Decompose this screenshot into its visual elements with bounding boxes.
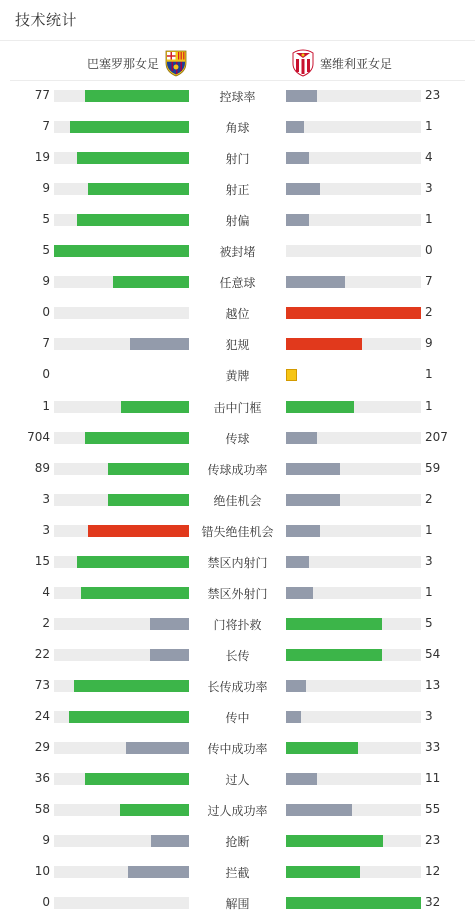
away-stat-bar-fill bbox=[286, 276, 345, 288]
away-stat-bar bbox=[286, 401, 421, 413]
away-team[interactable] bbox=[290, 48, 392, 78]
home-stat-value: 3 bbox=[42, 492, 50, 506]
away-stat-bar bbox=[286, 525, 421, 537]
stat-row bbox=[0, 583, 475, 603]
stat-label: 射正 bbox=[225, 183, 250, 197]
home-stat-bar bbox=[54, 618, 189, 630]
stat-row bbox=[0, 428, 475, 448]
away-stat-bar bbox=[286, 835, 421, 847]
home-stat-bar-fill bbox=[81, 587, 189, 599]
away-stat-bar-fill bbox=[286, 183, 320, 195]
stat-row bbox=[0, 769, 475, 789]
stat-row bbox=[0, 459, 475, 479]
away-stat-value: 2 bbox=[425, 305, 433, 319]
home-stat-bar bbox=[54, 214, 189, 226]
home-stat-bar bbox=[54, 649, 189, 661]
home-stat-value: 3 bbox=[42, 523, 50, 537]
away-stat-value: 2 bbox=[425, 492, 433, 506]
home-stat-bar bbox=[54, 494, 189, 506]
home-stat-bar bbox=[54, 866, 189, 878]
home-stat-bar-fill bbox=[54, 245, 189, 257]
away-stat-bar-fill bbox=[286, 587, 313, 599]
home-stat-bar-fill bbox=[70, 121, 189, 133]
home-stat-bar-fill bbox=[128, 866, 189, 878]
home-stat-value: 5 bbox=[42, 243, 50, 257]
away-stat-bar bbox=[286, 90, 421, 102]
stat-label: 传球 bbox=[225, 432, 250, 446]
home-stat-bar-fill bbox=[85, 432, 189, 444]
away-stat-bar bbox=[286, 897, 421, 909]
home-stat-bar-fill bbox=[88, 183, 189, 195]
away-stat-value: 12 bbox=[425, 864, 441, 878]
team-header bbox=[10, 44, 465, 81]
away-stat-bar bbox=[286, 245, 421, 257]
stat-row bbox=[0, 303, 475, 323]
yellow-card-icon bbox=[286, 369, 297, 381]
home-stat-value: 15 bbox=[34, 554, 50, 568]
away-stat-bar-fill bbox=[286, 121, 304, 133]
home-stat-bar bbox=[54, 742, 189, 754]
stat-row bbox=[0, 179, 475, 199]
home-stat-bar bbox=[54, 835, 189, 847]
stat-row bbox=[0, 831, 475, 851]
home-stat-bar-fill bbox=[108, 463, 189, 475]
home-stat-value: 7 bbox=[42, 336, 50, 350]
away-stat-value: 207 bbox=[425, 430, 448, 444]
stat-label: 传中 bbox=[225, 711, 250, 725]
stat-row bbox=[0, 614, 475, 634]
home-team-name: 巴塞罗那女足 bbox=[86, 56, 159, 71]
home-stat-bar bbox=[54, 338, 189, 350]
home-stat-value: 19 bbox=[34, 150, 50, 164]
home-stat-value: 7 bbox=[42, 119, 50, 133]
away-stat-value: 9 bbox=[425, 336, 433, 350]
stat-label: 射偏 bbox=[225, 214, 250, 228]
home-stat-bar-fill bbox=[130, 338, 189, 350]
away-stat-bar-fill bbox=[286, 525, 320, 537]
home-stat-bar bbox=[54, 245, 189, 257]
home-stat-bar bbox=[54, 773, 189, 785]
home-stat-bar bbox=[54, 152, 189, 164]
stat-row bbox=[0, 893, 475, 913]
home-stat-bar-fill bbox=[150, 618, 189, 630]
away-stat-value: 1 bbox=[425, 119, 433, 133]
home-stat-bar-fill bbox=[85, 90, 189, 102]
away-stat-bar-fill bbox=[286, 494, 340, 506]
home-stat-bar-fill bbox=[121, 401, 189, 413]
home-stat-bar bbox=[54, 525, 189, 537]
stat-label: 控球率 bbox=[219, 90, 256, 104]
away-stat-bar-fill bbox=[286, 897, 421, 909]
home-stat-value: 704 bbox=[27, 430, 50, 444]
home-stat-bar-fill bbox=[69, 711, 189, 723]
home-stat-bar-fill bbox=[85, 773, 189, 785]
stat-row bbox=[0, 210, 475, 230]
home-stat-bar bbox=[54, 711, 189, 723]
away-team-name: 塞维利亚女足 bbox=[320, 56, 393, 71]
away-stat-bar-fill bbox=[286, 711, 301, 723]
stat-row bbox=[0, 397, 475, 417]
stat-label: 黄牌 bbox=[225, 369, 250, 383]
stat-row bbox=[0, 552, 475, 572]
home-stat-bar bbox=[54, 897, 189, 909]
stat-label: 禁区外射门 bbox=[207, 587, 268, 601]
stat-row bbox=[0, 241, 475, 261]
stat-label: 过人 bbox=[225, 773, 250, 787]
home-stat-value: 73 bbox=[34, 678, 50, 692]
home-stat-bar bbox=[54, 556, 189, 568]
stat-label: 被封堵 bbox=[219, 245, 256, 259]
away-stat-bar bbox=[286, 742, 421, 754]
home-stat-bar bbox=[54, 804, 189, 816]
stat-label: 抢断 bbox=[225, 835, 250, 849]
away-stat-value: 1 bbox=[425, 212, 433, 226]
away-stat-bar bbox=[286, 556, 421, 568]
home-stat-bar-fill bbox=[150, 649, 189, 661]
stat-row bbox=[0, 148, 475, 168]
away-stat-bar bbox=[286, 711, 421, 723]
stat-label: 犯规 bbox=[225, 338, 250, 352]
home-stat-bar bbox=[54, 587, 189, 599]
home-stat-bar-fill bbox=[126, 742, 189, 754]
stat-row bbox=[0, 86, 475, 106]
stat-label: 过人成功率 bbox=[207, 804, 268, 818]
away-stat-value: 1 bbox=[425, 523, 433, 537]
stat-label: 击中门框 bbox=[213, 401, 262, 415]
away-stat-bar-fill bbox=[286, 152, 309, 164]
away-stat-bar-fill bbox=[286, 773, 317, 785]
stat-row bbox=[0, 645, 475, 665]
home-stat-bar bbox=[54, 183, 189, 195]
barcelona-crest-icon bbox=[163, 49, 189, 77]
sevilla-crest-icon bbox=[290, 49, 316, 77]
away-stat-value: 23 bbox=[425, 88, 441, 102]
stat-label: 绝佳机会 bbox=[213, 494, 262, 508]
away-stat-bar-fill bbox=[286, 649, 382, 661]
away-stat-value: 7 bbox=[425, 274, 433, 288]
away-stat-value: 23 bbox=[425, 833, 441, 847]
away-stat-bar bbox=[286, 804, 421, 816]
away-stat-value: 13 bbox=[425, 678, 441, 692]
home-stat-bar-fill bbox=[74, 680, 189, 692]
away-stat-bar bbox=[286, 152, 421, 164]
away-stat-bar bbox=[286, 866, 421, 878]
home-stat-value: 0 bbox=[42, 367, 50, 381]
home-stat-bar bbox=[54, 401, 189, 413]
away-stat-value: 5 bbox=[425, 616, 433, 630]
away-stat-value: 59 bbox=[425, 461, 441, 475]
home-stat-bar-fill bbox=[77, 152, 189, 164]
home-stat-value: 10 bbox=[34, 864, 50, 878]
stat-label: 越位 bbox=[225, 307, 250, 321]
away-stat-value: 1 bbox=[425, 585, 433, 599]
home-stat-value: 5 bbox=[42, 212, 50, 226]
home-stat-value: 4 bbox=[42, 585, 50, 599]
stat-row bbox=[0, 365, 475, 385]
away-stat-value: 11 bbox=[425, 771, 441, 785]
away-stat-value: 4 bbox=[425, 150, 433, 164]
stat-row bbox=[0, 272, 475, 292]
away-stat-bar bbox=[286, 587, 421, 599]
stat-row bbox=[0, 800, 475, 820]
away-stat-value: 32 bbox=[425, 895, 441, 909]
away-stat-bar-fill bbox=[286, 338, 362, 350]
away-stat-bar-fill bbox=[286, 680, 306, 692]
home-stat-bar bbox=[54, 432, 189, 444]
away-stat-bar bbox=[286, 773, 421, 785]
away-stat-bar-fill bbox=[286, 432, 317, 444]
away-stat-value: 55 bbox=[425, 802, 441, 816]
stat-label: 解围 bbox=[225, 897, 250, 911]
stat-row bbox=[0, 707, 475, 727]
home-stat-bar bbox=[54, 90, 189, 102]
away-stat-bar-fill bbox=[286, 401, 354, 413]
stat-row bbox=[0, 862, 475, 882]
away-stat-bar-fill bbox=[286, 742, 358, 754]
home-stat-bar-fill bbox=[113, 276, 189, 288]
stat-label: 错失绝佳机会 bbox=[201, 525, 274, 539]
home-stat-value: 9 bbox=[42, 181, 50, 195]
away-stat-bar-fill bbox=[286, 804, 352, 816]
away-stat-bar-fill bbox=[286, 307, 421, 319]
home-stat-bar bbox=[54, 463, 189, 475]
home-stat-bar-fill bbox=[151, 835, 189, 847]
away-stat-bar bbox=[286, 463, 421, 475]
stat-label: 任意球 bbox=[219, 276, 256, 290]
page-title: 技术统计 bbox=[15, 11, 78, 29]
home-stat-value: 29 bbox=[34, 740, 50, 754]
stat-label: 传球成功率 bbox=[207, 463, 268, 477]
away-stat-bar bbox=[286, 649, 421, 661]
away-stat-bar-fill bbox=[286, 618, 382, 630]
home-stat-bar bbox=[54, 276, 189, 288]
away-stat-value: 3 bbox=[425, 181, 433, 195]
away-stat-bar bbox=[286, 121, 421, 133]
away-stat-bar-fill bbox=[286, 214, 309, 226]
home-stat-bar-fill bbox=[108, 494, 189, 506]
stat-label: 长传成功率 bbox=[207, 680, 268, 694]
title-divider bbox=[0, 40, 475, 41]
away-stat-value: 0 bbox=[425, 243, 433, 257]
away-stat-value: 3 bbox=[425, 554, 433, 568]
stat-label: 门将扑救 bbox=[213, 618, 262, 632]
home-stat-value: 58 bbox=[34, 802, 50, 816]
away-stat-bar bbox=[286, 183, 421, 195]
away-stat-bar-fill bbox=[286, 556, 309, 568]
stat-row bbox=[0, 521, 475, 541]
away-stat-bar bbox=[286, 432, 421, 444]
home-stat-value: 9 bbox=[42, 274, 50, 288]
away-stat-bar bbox=[286, 276, 421, 288]
stat-row bbox=[0, 334, 475, 354]
away-stat-value: 54 bbox=[425, 647, 441, 661]
home-stat-value: 2 bbox=[42, 616, 50, 630]
stat-row bbox=[0, 676, 475, 696]
home-stat-value: 22 bbox=[34, 647, 50, 661]
home-stat-bar-fill bbox=[77, 214, 189, 226]
away-stat-value: 1 bbox=[425, 399, 433, 413]
stat-label: 传中成功率 bbox=[207, 742, 268, 756]
away-stat-bar-fill bbox=[286, 835, 383, 847]
away-stat-bar bbox=[286, 680, 421, 692]
home-stat-bar-fill bbox=[77, 556, 189, 568]
home-stat-value: 77 bbox=[34, 88, 50, 102]
stat-row bbox=[0, 490, 475, 510]
away-stat-bar bbox=[286, 494, 421, 506]
away-stat-value: 1 bbox=[425, 367, 433, 381]
home-stat-bar-fill bbox=[88, 525, 189, 537]
home-stat-value: 0 bbox=[42, 895, 50, 909]
away-stat-bar bbox=[286, 307, 421, 319]
home-stat-value: 1 bbox=[42, 399, 50, 413]
stat-row bbox=[0, 117, 475, 137]
home-stat-value: 9 bbox=[42, 833, 50, 847]
away-stat-bar bbox=[286, 214, 421, 226]
stat-label: 长传 bbox=[225, 649, 250, 663]
stat-label: 角球 bbox=[225, 121, 250, 135]
home-stat-bar bbox=[54, 680, 189, 692]
away-stat-bar bbox=[286, 618, 421, 630]
home-stat-value: 0 bbox=[42, 305, 50, 319]
stat-label: 拦截 bbox=[225, 866, 250, 880]
away-stat-bar bbox=[286, 338, 421, 350]
away-stat-bar-fill bbox=[286, 90, 317, 102]
home-team[interactable] bbox=[87, 48, 189, 78]
home-stat-bar bbox=[54, 307, 189, 319]
away-stat-bar-fill bbox=[286, 463, 340, 475]
away-stat-value: 33 bbox=[425, 740, 441, 754]
away-stat-bar-fill bbox=[286, 866, 360, 878]
stat-label: 禁区内射门 bbox=[207, 556, 268, 570]
home-stat-bar-fill bbox=[120, 804, 189, 816]
stat-row bbox=[0, 738, 475, 758]
away-stat-value: 3 bbox=[425, 709, 433, 723]
home-stat-value: 24 bbox=[34, 709, 50, 723]
home-stat-bar bbox=[54, 121, 189, 133]
home-stat-value: 36 bbox=[34, 771, 50, 785]
stat-label: 射门 bbox=[225, 152, 250, 166]
home-stat-value: 89 bbox=[34, 461, 50, 475]
